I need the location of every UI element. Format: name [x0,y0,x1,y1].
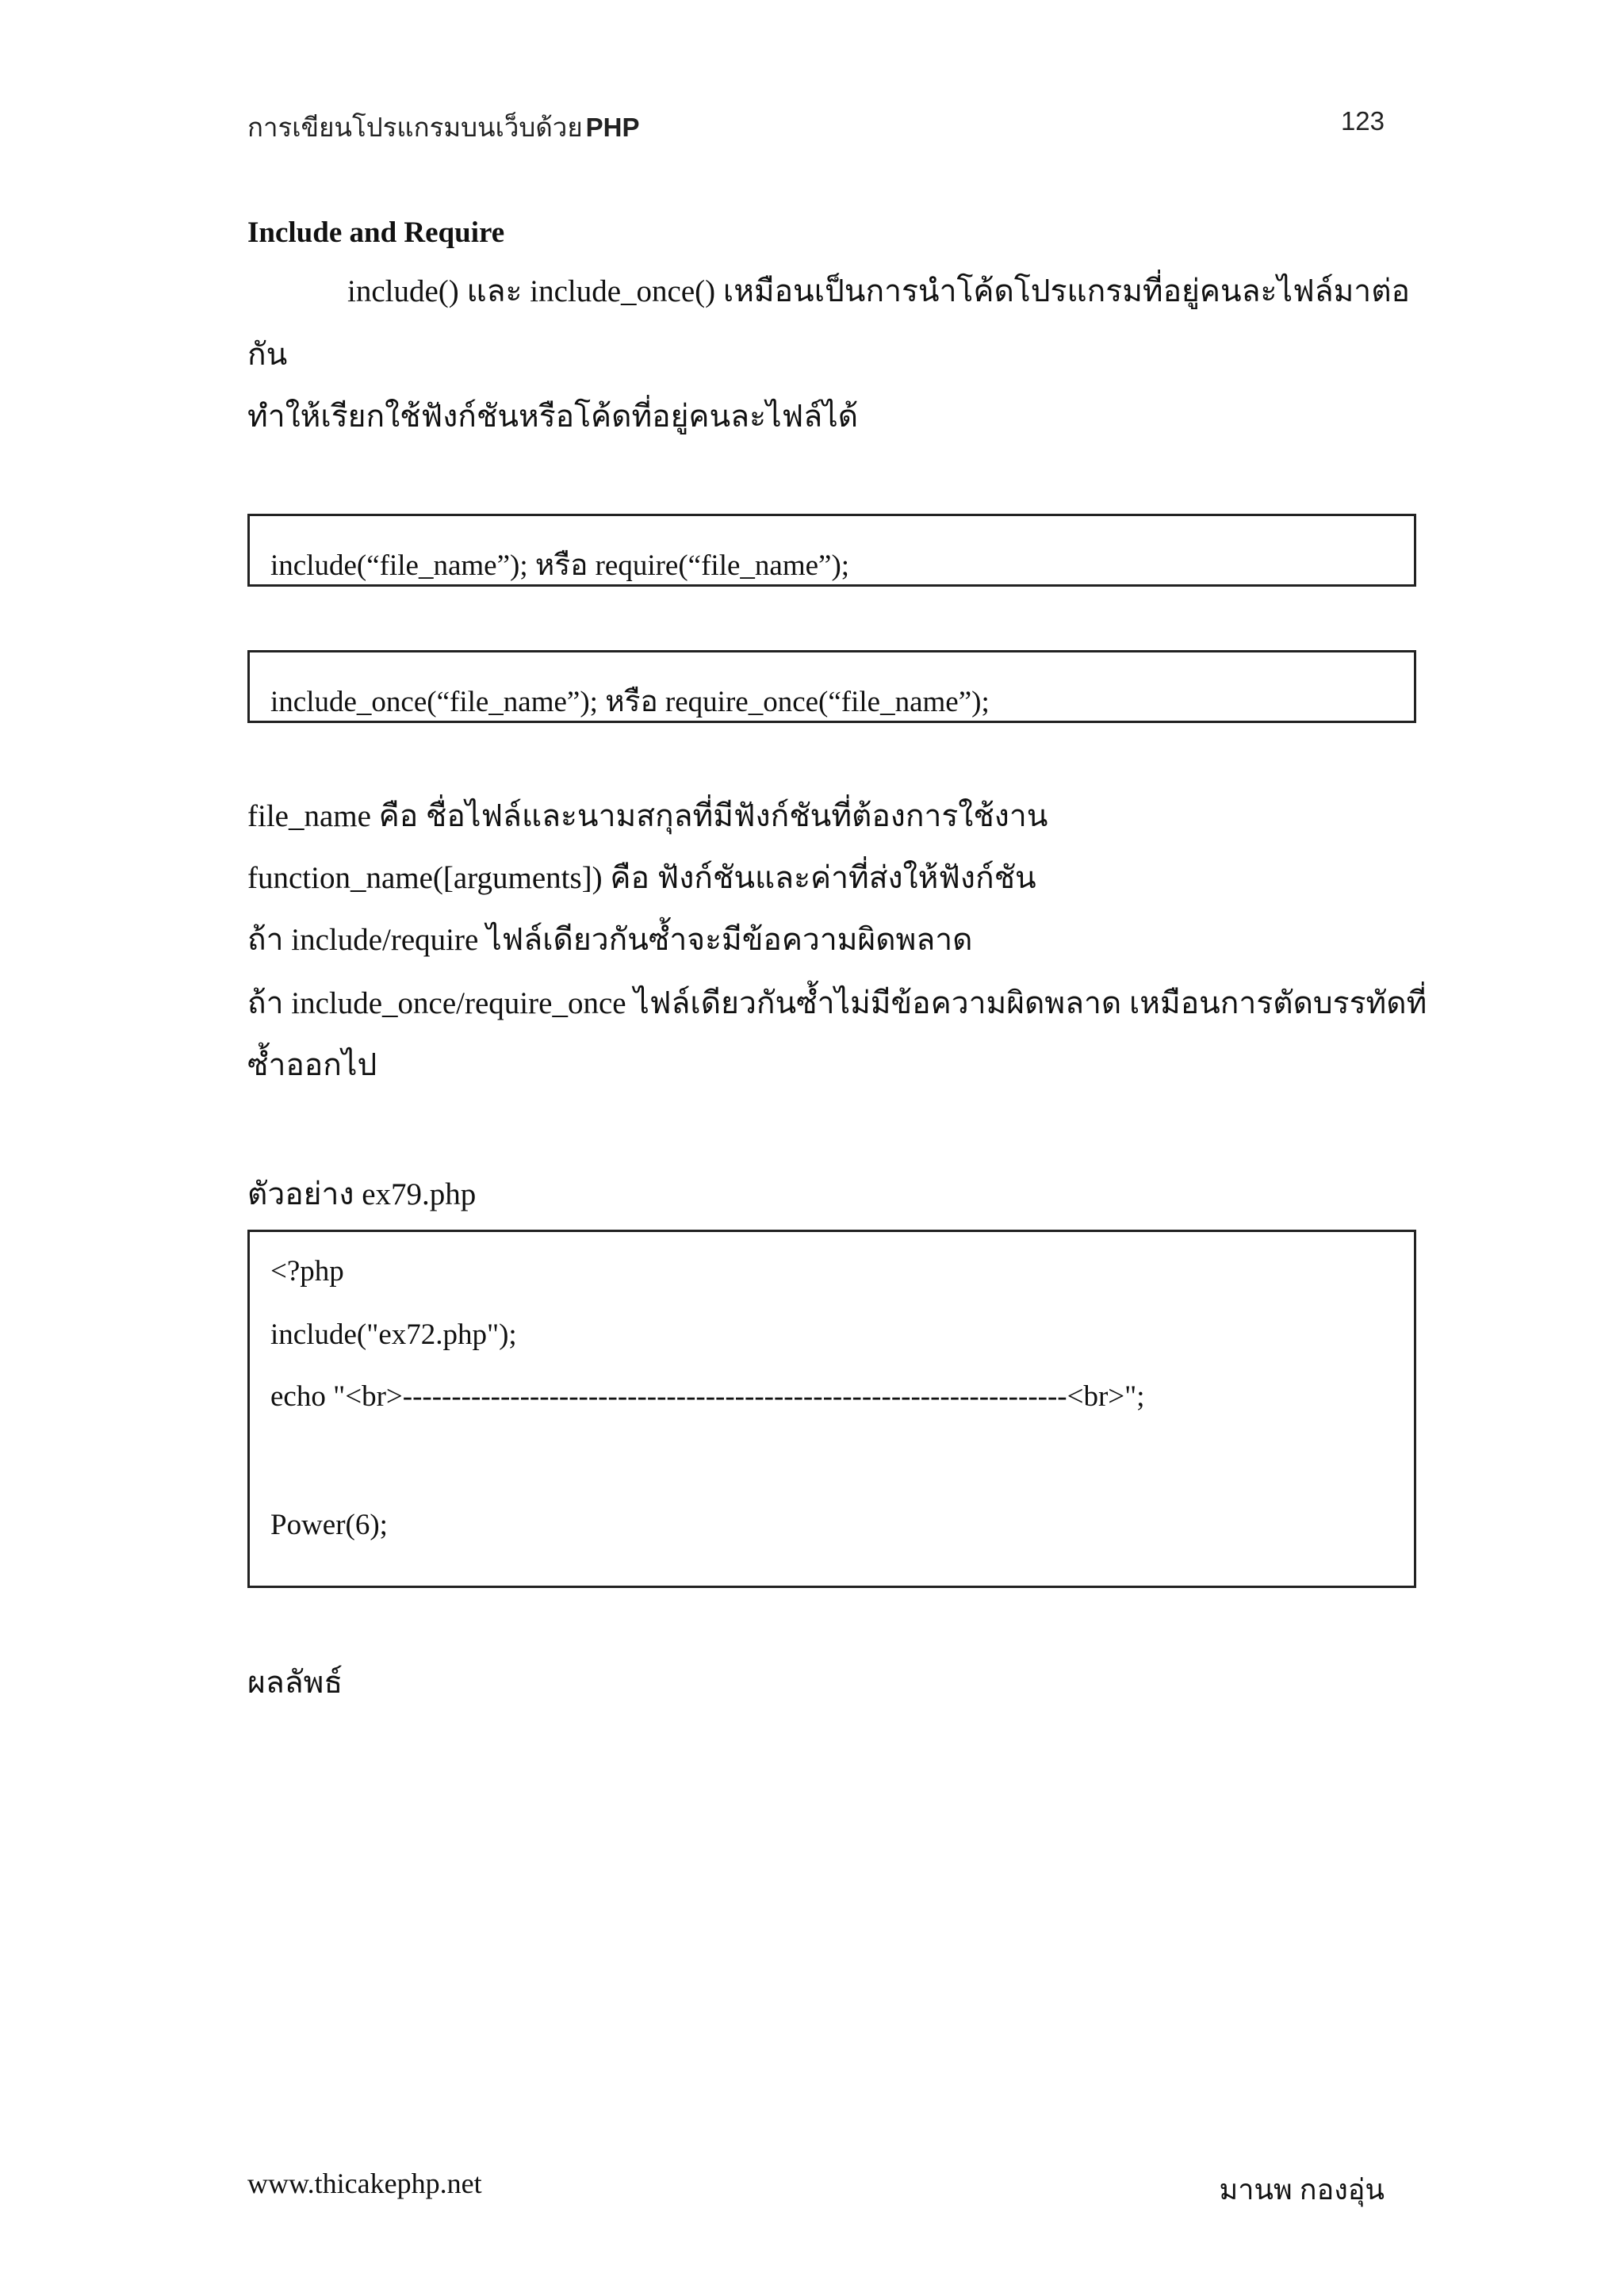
syntax-box-include-once [247,650,1416,723]
code-line: Power(6); [270,1509,388,1541]
running-header-title [247,106,640,148]
result-label: ผลลัพธ์ [247,1666,343,1700]
intro-line-2: กัน [247,338,288,372]
note-line-1: file_name คือ ชื่อไฟล์และนามสกุลที่มีฟังก์ชันที่ต้องการใช้งาน [247,799,1048,833]
syntax-include-text: include(“file_name”); หรือ require(“file_name”); [270,549,850,582]
code-line: echo "<br>--------------------------------------------------------------------<br>"; [270,1380,1145,1413]
syntax-include-once-text: include_once(“file_name”); หรือ require_once(“file_name”); [270,686,990,718]
example-label: ตัวอย่าง ex79.php [247,1177,477,1211]
header-title-bold: PHP [585,113,640,142]
header-title-text: การเขียนโปรแกรมบนเว็บด้วย [247,113,583,142]
footer-author: มานพ กองอุ่น [1219,2174,1385,2206]
code-line: include("ex72.php"); [270,1318,517,1351]
note-line-2: function_name([arguments]) คือ ฟังก์ชันและค่าที่ส่งให้ฟังก์ชัน [247,861,1036,895]
intro-line-3: ทำให้เรียกใช้ฟังก์ชันหรือโค้ดที่อยู่คนละไฟล์ได้ [247,400,859,434]
intro-line-1: include() และ include_once() เหมือนเป็นการนำโค้ดโปรแกรมที่อยู่คนละไฟล์มาต่อ [347,274,1410,308]
note-line-4: ถ้า include_once/require_once ไฟล์เดียวกันซ้ำไม่มีข้อความผิดพลาด เหมือนการตัดบรรทัดที่ [247,986,1427,1020]
page-number: 123 [1340,106,1385,136]
footer-website: www.thicakephp.net [247,2168,482,2199]
note-line-5: ซ้ำออกไป [247,1048,377,1082]
syntax-box-include [247,514,1416,587]
note-line-3: ถ้า include/require ไฟล์เดียวกันซ้ำจะมีข้อความผิดพลาด [247,923,973,957]
code-line: <?php [270,1255,344,1288]
code-example-box [247,1230,1416,1588]
section-heading: Include and Require [247,216,505,249]
